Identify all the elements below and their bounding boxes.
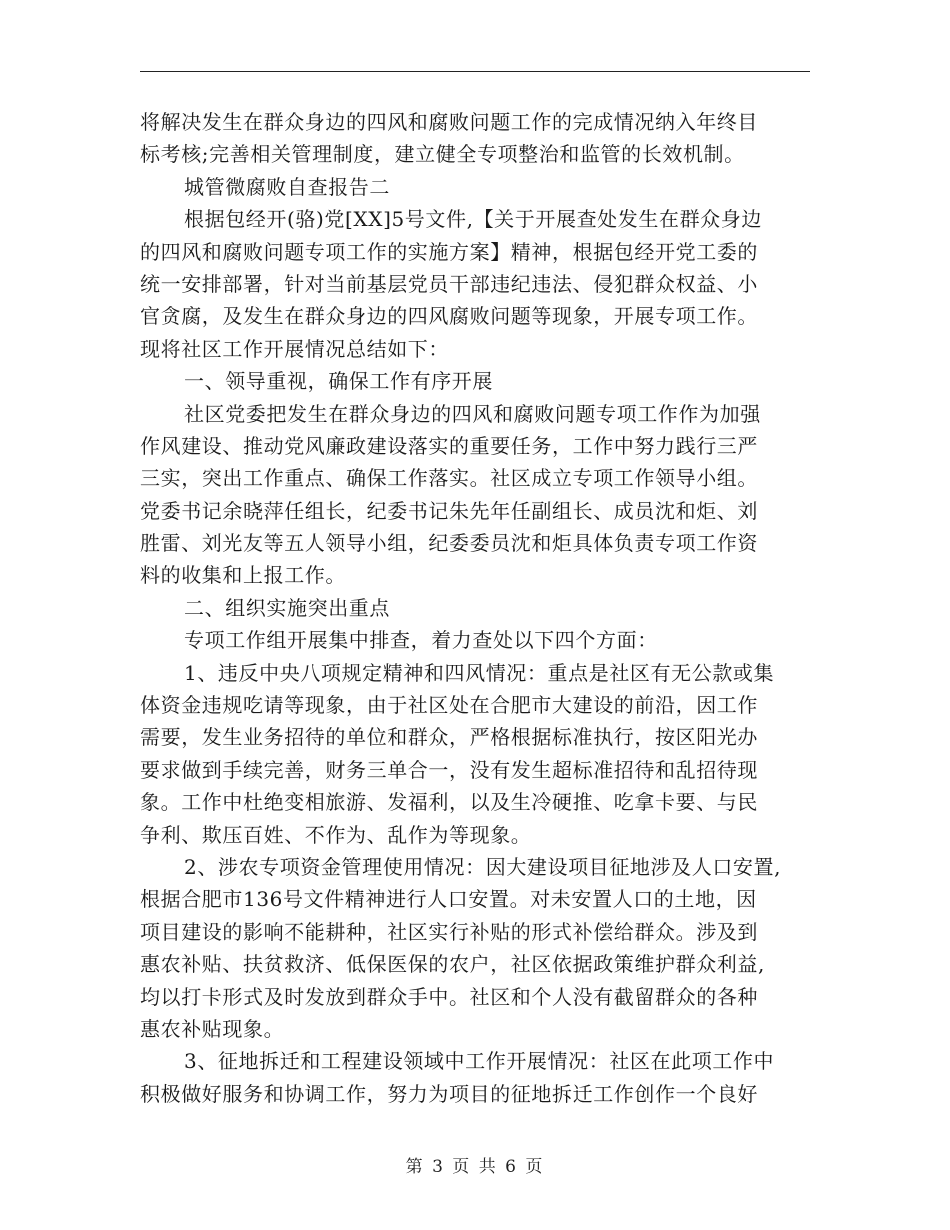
text-line: 的四风和腐败问题专项工作的实施方案】精神，根据包经开党工委的 <box>140 239 758 264</box>
header-rule <box>140 71 810 72</box>
text-line: 胜雷、刘光友等五人领导小组，纪委委员沈和炬具体负责专项工作资 <box>140 531 758 556</box>
text-line: 专项工作组开展集中排查，着力查处以下四个方面： <box>184 628 658 653</box>
text-line: 现将社区工作开展情况总结如下： <box>140 336 449 361</box>
text-line: 党委书记余晓萍任组长，纪委书记朱先年任副组长、成员沈和炬、刘 <box>140 498 758 523</box>
text-line: 惠农补贴、扶贫救济、低保医保的农户，社区依据政策维护群众利益, <box>140 952 765 977</box>
text-line: 项目建设的影响不能耕种，社区实行补贴的形式补偿给群众。涉及到 <box>140 919 758 944</box>
text-line: 惠农补贴现象。 <box>140 1016 285 1041</box>
text-line: 料的收集和上报工作。 <box>140 563 346 588</box>
text-line: 统一安排部署，针对当前基层党员干部违纪违法、侵犯群众权益、小 <box>140 271 758 296</box>
document-body <box>140 106 820 1110</box>
text-line: 均以打卡形式及时发放到群众手中。社区和个人没有截留群众的各种 <box>140 984 758 1009</box>
section-heading: 二、组织实施突出重点 <box>184 595 390 620</box>
section-title: 城管微腐败自查报告二 <box>184 174 390 199</box>
text-line: 标考核;完善相关管理制度，建立健全专项整治和监管的长效机制。 <box>140 142 745 167</box>
text-line: 社区党委把发生在群众身边的四风和腐败问题专项工作作为加强 <box>184 401 761 426</box>
text-line: 根据合肥市136号文件精神进行人口安置。对未安置人口的土地，因 <box>140 887 757 912</box>
text-line: 需要，发生业务招待的单位和群众，严格根据标准执行，按区阳光办 <box>140 725 758 750</box>
page-number: 第 3 页 共 6 页 <box>405 1157 545 1177</box>
text-line: 积极做好服务和协调工作，努力为项目的征地拆迁工作创作一个良好 <box>140 1081 758 1106</box>
text-line: 2、涉农专项资金管理使用情况：因大建设项目征地涉及人口安置, <box>184 854 782 879</box>
section-heading: 一、领导重视，确保工作有序开展 <box>184 369 493 394</box>
text-line: 体资金违规吃请等现象，由于社区处在合肥市大建设的前沿，因工作 <box>140 693 758 718</box>
text-line: 将解决发生在群众身边的四风和腐败问题工作的完成情况纳入年终目 <box>140 110 758 134</box>
text-line: 根据包经开(骆)党[XX]5号文件,【关于开展查处发生在群众身边 <box>184 207 762 232</box>
text-line: 1、违反中央八项规定精神和四风情况：重点是社区有无公款或集 <box>184 660 775 685</box>
text-line: 要求做到手续完善，财务三单合一，没有发生超标准招待和乱招待现 <box>140 757 758 782</box>
text-line: 象。工作中杜绝变相旅游、发福利，以及生冷硬推、吃拿卡要、与民 <box>140 790 758 815</box>
text-line: 官贪腐，及发生在群众身边的四风腐败问题等现象，开展专项工作。 <box>140 304 758 329</box>
text-line: 三实，突出工作重点、确保工作落实。社区成立专项工作领导小组。 <box>140 466 758 491</box>
text-line: 作风建设、推动党风廉政建设落实的重要任务，工作中努力践行三严 <box>140 433 758 458</box>
text-line: 争利、欺压百姓、不作为、乱作为等现象。 <box>140 822 532 847</box>
text-line: 3、征地拆迁和工程建设领域中工作开展情况：社区在此项工作中 <box>184 1049 775 1074</box>
